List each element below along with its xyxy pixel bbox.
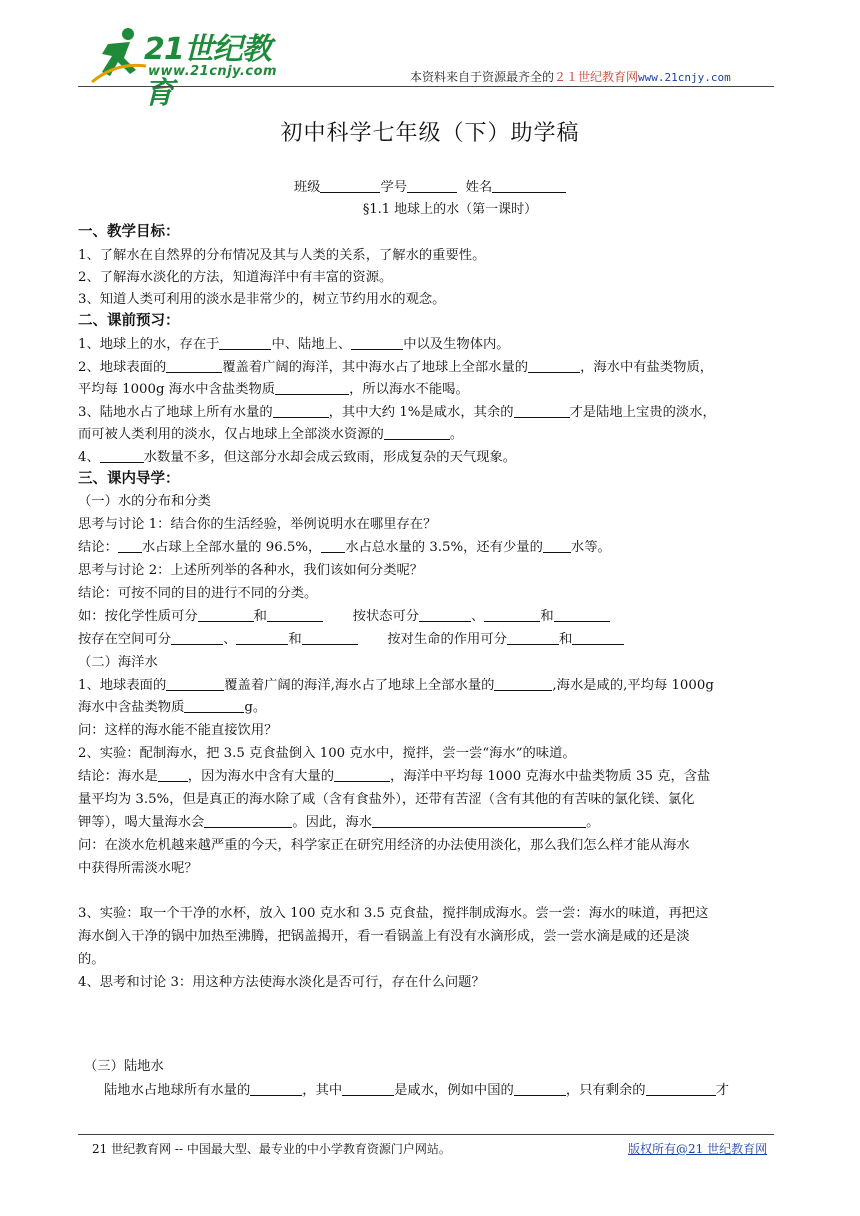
fill-blank[interactable] <box>166 358 222 373</box>
section-heading: 一、教学目标： <box>78 224 180 240</box>
discussion-prompt: 思考与讨论 2：上述所列举的各种水，我们该如何分类呢？ <box>78 563 424 578</box>
fill-blank[interactable] <box>166 676 224 691</box>
class-label: 班级 <box>293 180 321 195</box>
fill-blank[interactable] <box>267 607 323 622</box>
logo-wordmark: 21世纪教育 <box>144 32 271 111</box>
fill-blank[interactable] <box>198 607 254 622</box>
fill-blank[interactable] <box>419 607 471 622</box>
copyright-link[interactable]: 版权所有@21 世纪教育网 <box>628 1142 768 1156</box>
question-line: 问：在淡水危机越来越严重的今天，科学家正在研究用经济的办法使用淡化，那么我们怎么样才能从海水 <box>78 838 690 853</box>
objective-item: 2、了解海水淡化的方法，知道海洋中有丰富的资源。 <box>78 270 393 285</box>
lesson-title: §1.1 地球上的水（第一课时） <box>362 202 538 217</box>
conclusion-line: 结论： 水占球上全部水量的 96.5%， 水占总水量的 3.5%，还有少量的 水等。 <box>78 540 611 555</box>
fill-blank[interactable] <box>507 630 559 645</box>
objective-item: 3、知道人类可利用的淡水是非常少的，树立节约用水的观念。 <box>78 292 446 307</box>
preview-q2: 2、地球表面的 覆盖着广阔的海洋，其中海水占了地球上全部水量的 ，海水中有盐类物质， <box>78 360 714 375</box>
header-note-prefix: 本资料来自于资源最齐全的 <box>410 70 555 84</box>
fill-blank[interactable] <box>646 1081 716 1096</box>
ocean-q1: 1、地球表面的 覆盖着广阔的海洋,海水占了地球上全部水量的 ,海水是咸的,平均每 1000g <box>78 678 714 693</box>
preview-q4: 4、 水数量不多，但这部分水却会成云致雨，形成复杂的天气现象。 <box>78 450 517 465</box>
class-blank[interactable] <box>320 178 380 193</box>
preview-q1: 1、地球上的水，存在于 中、陆地上、 中以及生物体内。 <box>78 337 510 352</box>
site-logo <box>88 22 288 111</box>
fill-blank[interactable] <box>321 538 345 553</box>
fill-blank[interactable] <box>219 335 271 350</box>
fill-blank[interactable] <box>204 813 292 828</box>
fill-blank[interactable] <box>372 813 586 828</box>
fill-blank[interactable] <box>484 607 540 622</box>
name-label: 姓名 <box>465 180 493 195</box>
preview-q3: 3、陆地水占了地球上所有水量的 ，其中大约 1%是咸水，其余的 才是陆地上宝贵的淡水， <box>78 405 716 420</box>
ocean-q1-cont: 海水中含盐类物质 g。 <box>78 700 267 715</box>
fill-blank[interactable] <box>236 630 288 645</box>
fill-blank[interactable] <box>514 1081 566 1096</box>
section-heading: 二、课前预习： <box>78 313 180 329</box>
header-divider <box>78 86 774 87</box>
fill-blank[interactable] <box>334 767 390 782</box>
fill-blank[interactable] <box>250 1081 302 1096</box>
fill-blank[interactable] <box>184 698 244 713</box>
experiment-line: 3、实验：取一个干净的水杯，放入 100 克水和 3.5 克食盐，搅拌制成海水。尝一尝：海水的味道，再把这 <box>78 906 709 921</box>
footer-divider <box>78 1134 774 1135</box>
discussion-prompt: 思考与讨论 1：结合你的生活经验，举例说明水在哪里存在？ <box>78 517 437 532</box>
experiment-line: 的。 <box>78 952 105 967</box>
conclusion-line: 结论：海水是 ，因为海水中含有大量的 ，海洋中平均每 1000 克海水中盐类物质 35 克，含盐 <box>78 769 711 784</box>
conclusion-line: 量平均为 3.5%，但是真正的海水除了咸（含有食盐外），还带有苦涩（含有其他的有苦味的氯化镁、氯化 <box>78 792 695 807</box>
fill-blank[interactable] <box>494 676 552 691</box>
header-url-link[interactable]: www.21cnjy.com <box>638 71 731 84</box>
fill-blank[interactable] <box>273 403 329 418</box>
fill-blank[interactable] <box>528 358 580 373</box>
experiment-line: 海水倒入干净的锅中加热至沸腾，把锅盖揭开，看一看锅盖上有没有水滴形成，尝一尝水滴是咸的还是淡 <box>78 929 690 944</box>
section-heading: 三、课内导学： <box>78 471 180 487</box>
fill-blank[interactable] <box>118 538 142 553</box>
fill-blank[interactable] <box>100 448 144 463</box>
preview-q3-cont: 而可被人类利用的淡水，仅占地球上全部淡水资源的 。 <box>78 427 464 442</box>
conclusion-line: 钾等），喝大量海水会 。因此，海水 。 <box>78 815 600 830</box>
fill-blank[interactable] <box>342 1081 394 1096</box>
question-line: 问：这样的海水能不能直接饮用？ <box>78 723 278 738</box>
header-note <box>410 68 731 85</box>
fill-blank[interactable] <box>572 630 624 645</box>
page-title: 初中科学七年级（下）助学稿 <box>280 121 580 146</box>
discussion-prompt: 4、思考和讨论 3：用这种方法使海水淡化是否可行，存在什么问题？ <box>78 975 485 990</box>
runner-icon <box>88 26 148 86</box>
fill-blank[interactable] <box>171 630 223 645</box>
id-label: 学号 <box>380 180 408 195</box>
classification-line: 如：按化学性质可分 和 按状态可分 、 和 <box>78 607 610 627</box>
fill-blank[interactable] <box>554 607 610 622</box>
subsection-heading: （三）陆地水 <box>84 1059 164 1074</box>
objective-item: 1、了解水在自然界的分布情况及其与人类的关系，了解水的重要性。 <box>78 248 486 263</box>
logo-url: www.21cnjy.com <box>148 64 278 79</box>
id-blank[interactable] <box>407 178 457 193</box>
footer-text: 21 世纪教育网 -- 中国最大型、最专业的中小学教育资源门户网站。 <box>92 1142 451 1156</box>
experiment-line: 2、实验：配制海水，把 3.5 克食盐倒入 100 克水中，搅拌，尝一尝“海水”的味道。 <box>78 746 576 761</box>
subsection-heading: （二）海洋水 <box>78 655 158 670</box>
question-line: 中获得所需淡水呢？ <box>78 861 198 876</box>
fill-blank[interactable] <box>158 767 188 782</box>
fill-blank[interactable] <box>543 538 571 553</box>
fill-blank[interactable] <box>302 630 358 645</box>
subsection-heading: （一）水的分布和分类 <box>78 494 211 509</box>
conclusion-line: 结论：可按不同的目的进行不同的分类。 <box>78 586 318 601</box>
fill-blank[interactable] <box>514 403 570 418</box>
fill-blank[interactable] <box>351 335 403 350</box>
land-water-line: 陆地水占地球所有水量的 ，其中 是咸水，例如中国的 ，只有剩余的 才 <box>104 1083 729 1098</box>
preview-q2-cont: 平均每 1000g 海水中含盐类物质 ，所以海水不能喝。 <box>78 382 469 397</box>
fill-blank[interactable] <box>275 380 349 395</box>
name-blank[interactable] <box>492 178 566 193</box>
student-info-line <box>0 178 860 198</box>
header-site-link[interactable]: ２１世纪教育网 <box>554 70 639 84</box>
fill-blank[interactable] <box>384 425 450 440</box>
classification-line: 按存在空间可分 、 和 按对生命的作用可分 和 <box>78 630 624 650</box>
